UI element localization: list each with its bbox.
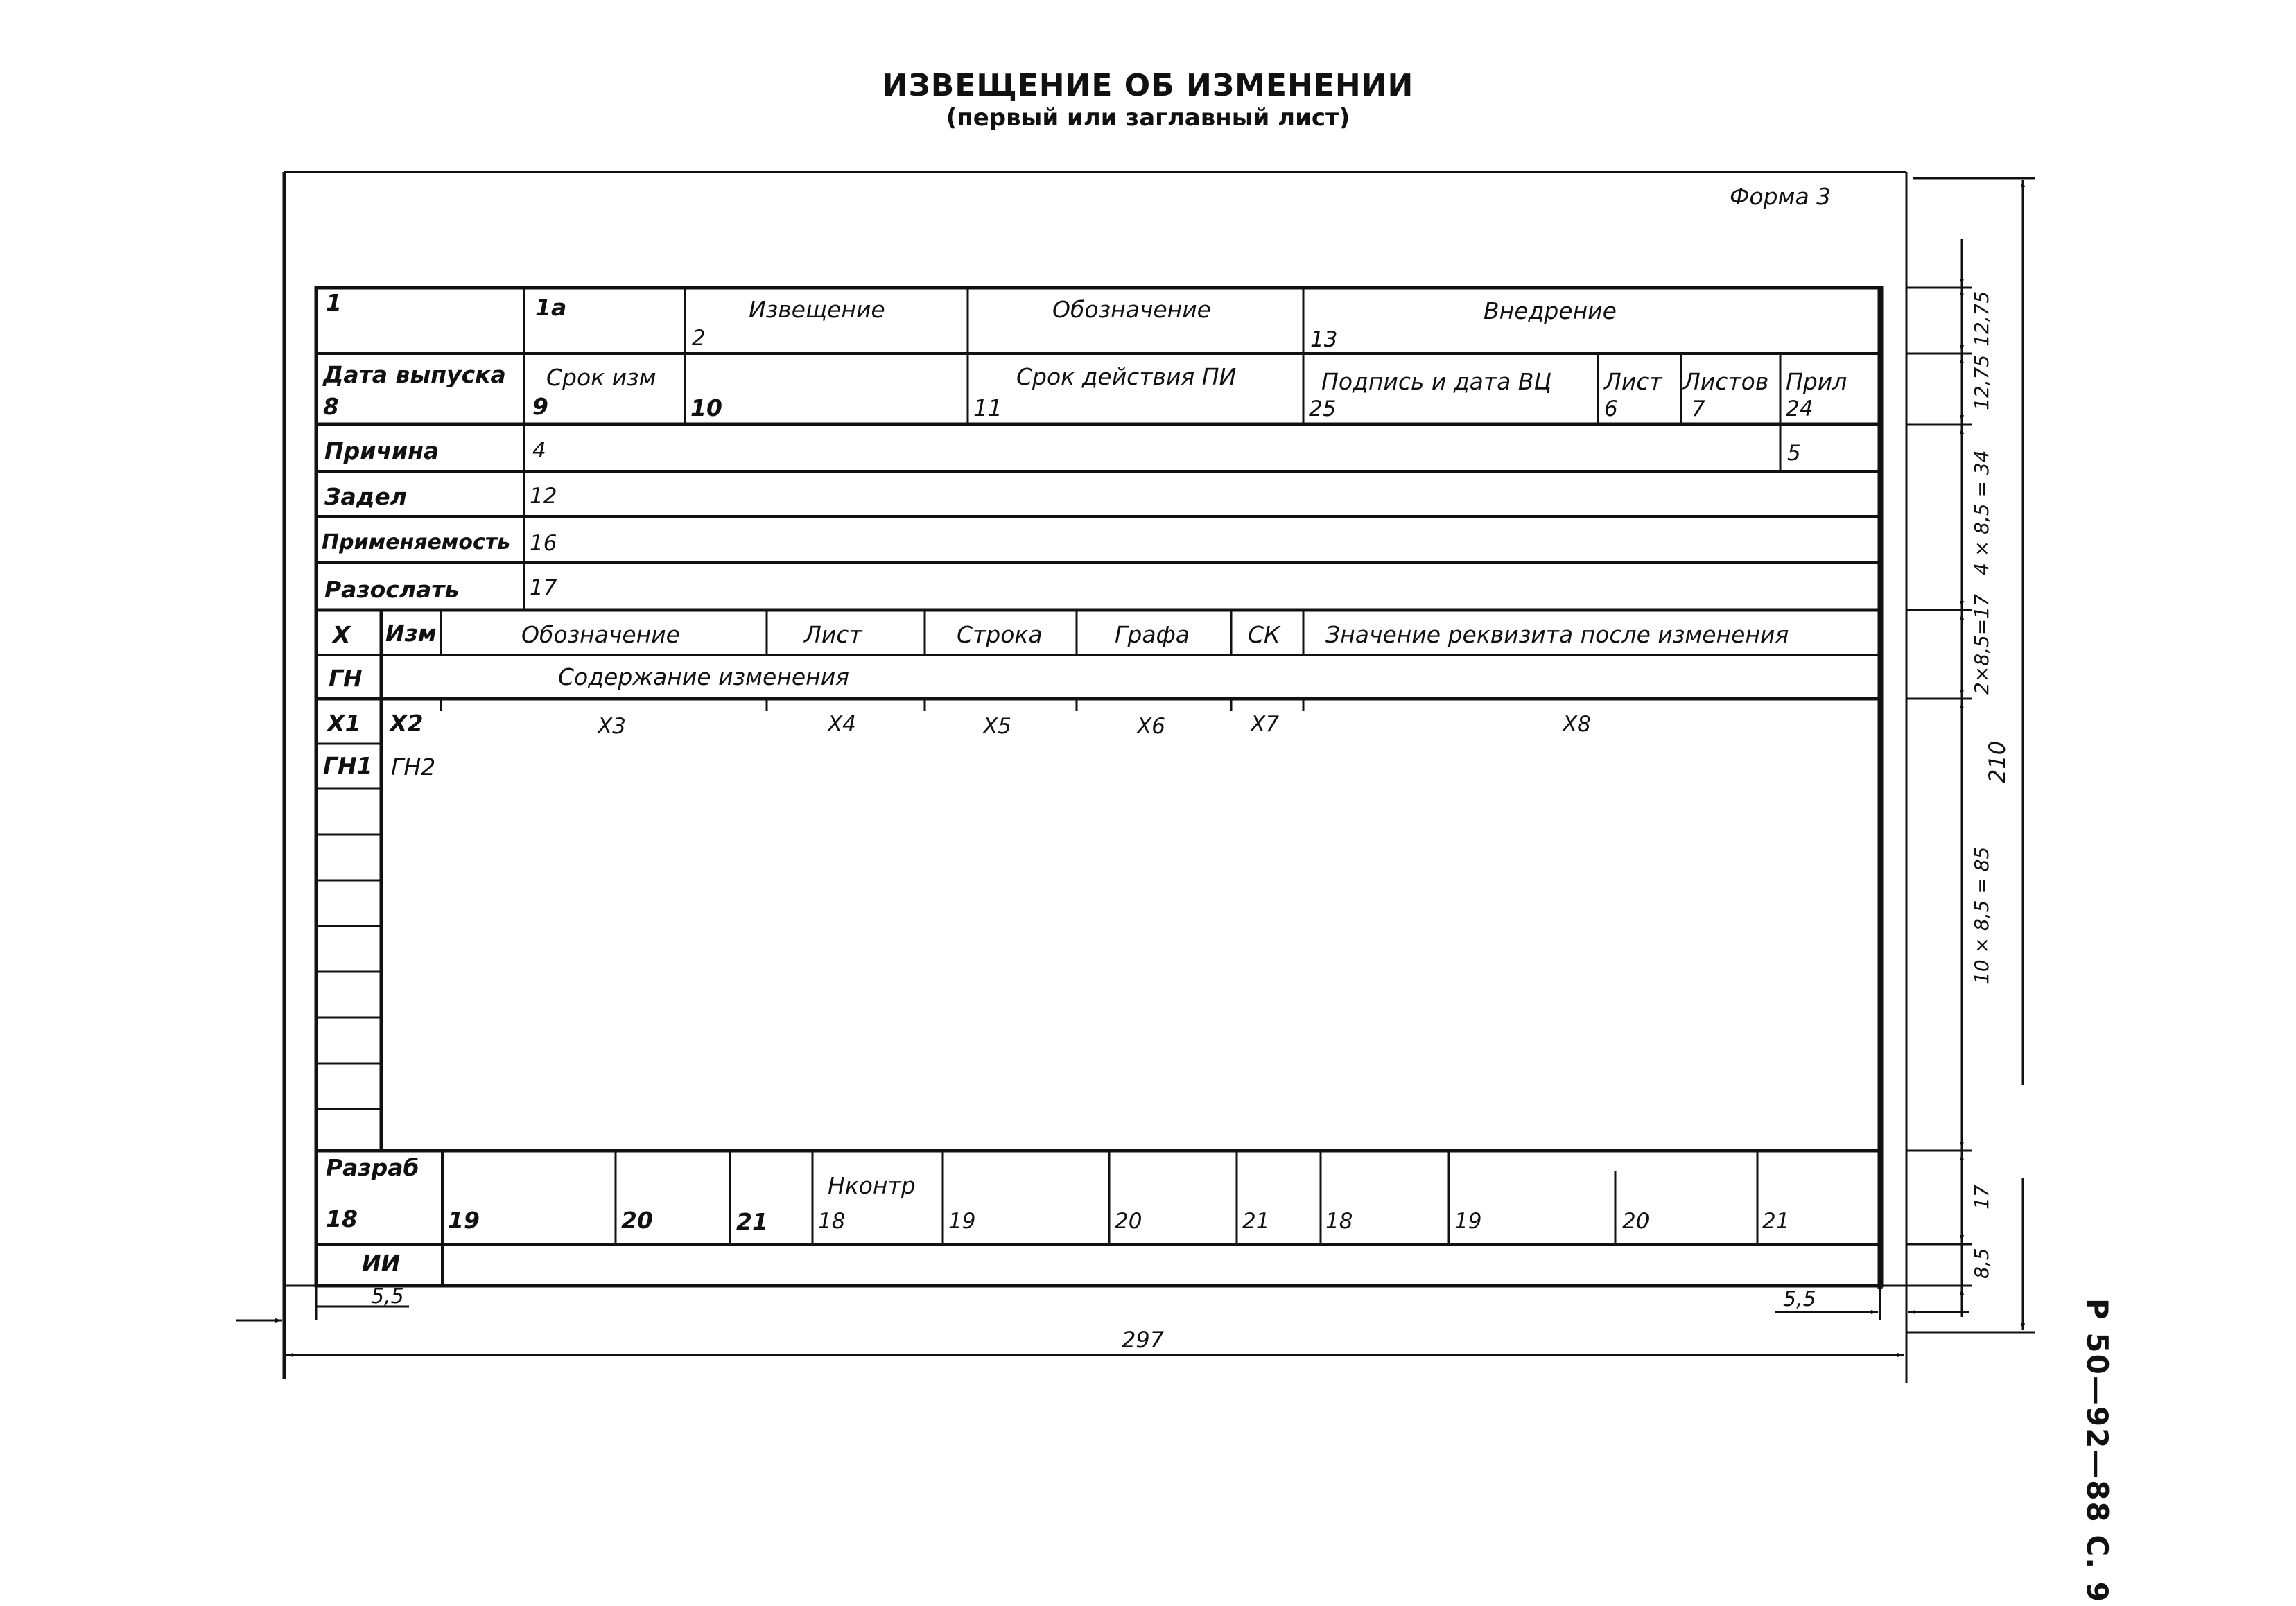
header-gn: ГН bbox=[329, 665, 363, 692]
code-gn2: ГН2 bbox=[391, 753, 436, 780]
footer-20-c: 20 bbox=[1622, 1209, 1650, 1234]
dimension-lines bbox=[236, 178, 2035, 1383]
dim-4x8-5: 4 × 8,5 = 34 bbox=[1970, 450, 1993, 575]
backlog-num: 12 bbox=[530, 484, 557, 509]
code-x8: Х8 bbox=[1563, 712, 1591, 737]
footer-20-a: 20 bbox=[621, 1207, 653, 1234]
dim-297: 297 bbox=[1122, 1327, 1165, 1353]
code-x7: Х7 bbox=[1251, 712, 1279, 737]
cell-10: 10 bbox=[690, 394, 722, 421]
dim-2x8-5: 2×8,5=17 bbox=[1970, 594, 1993, 695]
form-label: Форма 3 bbox=[1730, 183, 1832, 210]
dim-12-75-b: 12,75 bbox=[1970, 354, 1993, 410]
sheet-label: Лист bbox=[1604, 368, 1662, 395]
sheets-num: 7 bbox=[1691, 396, 1705, 421]
form-grid bbox=[316, 288, 1881, 1289]
header-sheet: Лист bbox=[804, 621, 862, 648]
header-line: Строка bbox=[957, 621, 1043, 648]
dim-8-5: 8,5 bbox=[1970, 1248, 1993, 1279]
nctrl-num: 18 bbox=[818, 1209, 846, 1234]
sign-label: Подпись и дата ВЦ bbox=[1321, 368, 1552, 395]
term-num: 9 bbox=[532, 393, 548, 420]
sign-num: 25 bbox=[1309, 396, 1337, 421]
header-column: Графа bbox=[1115, 621, 1190, 648]
term-label: Срок изм bbox=[546, 364, 656, 391]
distribute-num: 17 bbox=[530, 575, 557, 600]
ii-label: ИИ bbox=[362, 1250, 401, 1277]
sheets-label: Листов bbox=[1683, 368, 1769, 395]
appendix-label: Прил bbox=[1786, 368, 1847, 395]
footer-21-b: 21 bbox=[1242, 1209, 1270, 1234]
developer-label: Разраб bbox=[326, 1154, 419, 1181]
developer-num: 18 bbox=[326, 1205, 358, 1232]
sheet-num: 6 bbox=[1604, 396, 1618, 421]
implementation-label: Внедрение bbox=[1484, 297, 1617, 324]
code-x1: Х1 bbox=[327, 710, 361, 737]
header-content: Содержание изменения bbox=[558, 663, 850, 690]
validity-num: 11 bbox=[973, 394, 1002, 421]
footer-19-b: 19 bbox=[948, 1209, 976, 1234]
issue-date-num: 8 bbox=[323, 393, 339, 420]
dim-17: 17 bbox=[1970, 1185, 1993, 1210]
cell-1: 1 bbox=[326, 289, 342, 316]
document-subtitle: (первый или заглавный лист) bbox=[946, 104, 1350, 132]
footer-21-c: 21 bbox=[1762, 1209, 1790, 1234]
nctrl-label: Нконтр bbox=[828, 1172, 916, 1199]
dim-right-margin: 5,5 bbox=[1783, 1287, 1816, 1311]
code-x6: Х6 bbox=[1137, 714, 1165, 739]
code-x2: Х2 bbox=[390, 710, 424, 737]
notice-num: 2 bbox=[692, 326, 706, 351]
header-izm: Изм bbox=[385, 620, 437, 647]
reason-num: 4 bbox=[532, 438, 546, 463]
footer-18-c: 18 bbox=[1325, 1209, 1353, 1234]
dim-left-margin: 5,5 bbox=[371, 1284, 404, 1309]
footer-20-b: 20 bbox=[1115, 1209, 1142, 1234]
footer-21-a: 21 bbox=[736, 1208, 768, 1235]
dim-10x8-5: 10 × 8,5 = 85 bbox=[1970, 846, 1993, 984]
code-gn1: ГН1 bbox=[323, 752, 373, 779]
backlog-label: Задел bbox=[324, 483, 407, 510]
code-x3: Х3 bbox=[598, 714, 626, 739]
header-designation: Обозначение bbox=[521, 621, 680, 648]
footer-19-c: 19 bbox=[1454, 1209, 1482, 1234]
code-x5: Х5 bbox=[983, 714, 1011, 739]
appendix-num: 24 bbox=[1786, 396, 1814, 421]
notice-label: Извещение bbox=[749, 296, 885, 323]
implementation-num: 13 bbox=[1310, 327, 1338, 352]
page-reference: Р 50—92—88 С. 9 bbox=[2080, 1298, 2114, 1603]
header-x: Х bbox=[333, 621, 351, 648]
designation-label: Обозначение bbox=[1052, 296, 1211, 323]
footer-19-a: 19 bbox=[448, 1207, 480, 1234]
document-title: ИЗВЕЩЕНИЕ ОБ ИЗМЕНЕНИИ bbox=[882, 68, 1414, 103]
applicability-label: Применяемость bbox=[322, 530, 511, 555]
dim-210: 210 bbox=[1984, 740, 2010, 783]
applicability-num: 16 bbox=[530, 531, 557, 556]
reason-extra: 5 bbox=[1787, 441, 1801, 466]
distribute-label: Разослать bbox=[324, 576, 460, 603]
header-value: Значение реквизита после изменения bbox=[1325, 621, 1789, 648]
reason-label: Причина bbox=[324, 437, 440, 464]
code-x4: Х4 bbox=[828, 712, 856, 737]
dim-12-75-a: 12,75 bbox=[1970, 290, 1993, 347]
header-sk: СК bbox=[1248, 621, 1280, 648]
validity-label: Срок действия ПИ bbox=[1016, 363, 1237, 390]
issue-date-label: Дата выпуска bbox=[323, 361, 506, 388]
cell-1a: 1а bbox=[535, 294, 567, 321]
